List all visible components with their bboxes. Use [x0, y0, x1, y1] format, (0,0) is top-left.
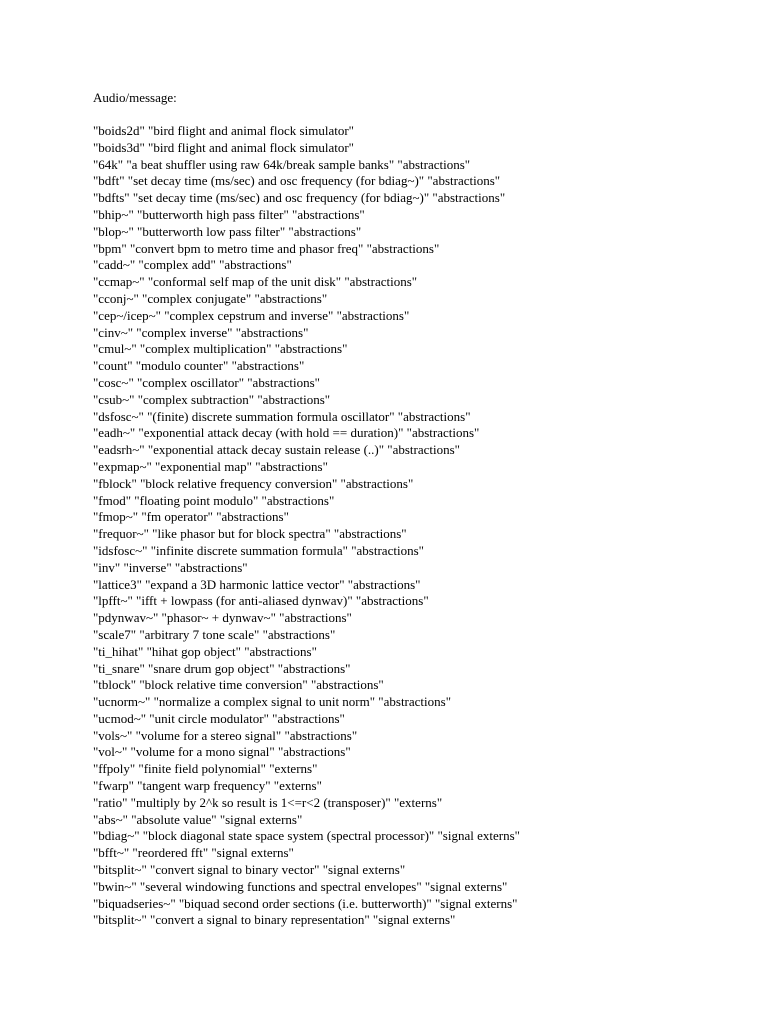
- document-page: [93, 89, 753, 929]
- object-entry: "abs~" "absolute value" "signal externs": [93, 811, 303, 827]
- object-entry: "csub~" "complex subtraction" "abstractions": [93, 391, 331, 407]
- object-entry: "cadd~" "complex add" "abstractions": [93, 257, 292, 273]
- object-entry: "frequor~" "like phasor but for block spectra" "abstractions": [93, 526, 407, 542]
- object-entry: "bdft" "set decay time (ms/sec) and osc frequency (for bdiag~)" "abstractions": [93, 173, 501, 189]
- object-entry: "ratio" "multiply by 2^k so result is 1<=r<2 (transposer)" "externs": [93, 794, 443, 810]
- object-entry: "ti_snare" "snare drum gop object" "abstractions": [93, 660, 351, 676]
- object-entry: "bfft~" "reordered fft" "signal externs": [93, 845, 294, 861]
- object-entry: "fblock" "block relative frequency conversion" "abstractions": [93, 475, 414, 491]
- object-entry: "bdiag~" "block diagonal state space system (spectral processor)" "signal externs": [93, 828, 520, 844]
- object-entry: "fmod" "floating point modulo" "abstractions": [93, 492, 335, 508]
- object-entry: "vol~" "volume for a mono signal" "abstractions": [93, 744, 351, 760]
- object-entry: "count" "modulo counter" "abstractions": [93, 358, 305, 374]
- object-entry: "blop~" "butterworth low pass filter" "abstractions": [93, 223, 362, 239]
- object-entry: "bhip~" "butterworth high pass filter" "abstractions": [93, 206, 365, 222]
- object-entry: "ccmap~" "conformal self map of the unit disk" "abstractions": [93, 274, 418, 290]
- object-entry: "boids3d" "bird flight and animal flock simulator": [93, 139, 354, 155]
- object-entry: "lattice3" "expand a 3D harmonic lattice vector" "abstractions": [93, 576, 421, 592]
- object-entry: "64k" "a beat shuffler using raw 64k/break sample banks" "abstractions": [93, 156, 471, 172]
- object-entry: "cep~/icep~" "complex cepstrum and inverse" "abstractions": [93, 307, 410, 323]
- object-entry: "fmop~" "fm operator" "abstractions": [93, 509, 289, 525]
- object-entry: "biquadseries~" "biquad second order sections (i.e. butterworth)" "signal externs": [93, 895, 518, 911]
- object-entry: "bpm" "convert bpm to metro time and phasor freq" "abstractions": [93, 240, 440, 256]
- object-entry: "tblock" "block relative time conversion" "abstractions": [93, 677, 384, 693]
- object-entry: "expmap~" "exponential map" "abstractions": [93, 458, 328, 474]
- object-entry: "bdfts" "set decay time (ms/sec) and osc frequency (for bdiag~)" "abstractions": [93, 190, 506, 206]
- object-entry: "ucmod~" "unit circle modulator" "abstractions": [93, 710, 345, 726]
- object-entry: "bwin~" "several windowing functions and spectral envelopes" "signal externs": [93, 878, 508, 894]
- object-entry: "scale7" "arbitrary 7 tone scale" "abstractions": [93, 626, 336, 642]
- object-entry: "idsfosc~" "infinite discrete summation formula" "abstractions": [93, 542, 424, 558]
- object-entry: "cinv~" "complex inverse" "abstractions": [93, 324, 309, 340]
- object-entry: "fwarp" "tangent warp frequency" "externs": [93, 778, 322, 794]
- object-entry: "eadsrh~" "exponential attack decay sustain release (..)" "abstractions": [93, 442, 460, 458]
- object-entry: "boids2d" "bird flight and animal flock simulator": [93, 123, 354, 138]
- object-entry: "bitsplit~" "convert a signal to binary representation" "signal externs": [93, 912, 456, 928]
- object-entry: "ffpoly" "finite field polynomial" "externs": [93, 761, 318, 777]
- object-entry: "ucnorm~" "normalize a complex signal to unit norm" "abstractions": [93, 694, 452, 710]
- object-entry: "eadh~" "exponential attack decay (with hold == duration)" "abstractions": [93, 425, 480, 441]
- object-entry: "vols~" "volume for a stereo signal" "abstractions": [93, 727, 358, 743]
- object-entry: "cmul~" "complex multiplication" "abstractions": [93, 341, 348, 357]
- object-entry: "cconj~" "complex conjugate" "abstractions": [93, 290, 328, 306]
- object-entry: "cosc~" "complex oscillator" "abstractions": [93, 374, 320, 390]
- object-entry: "bitsplit~" "convert signal to binary vector" "signal externs": [93, 862, 406, 878]
- object-list: [93, 123, 753, 929]
- object-entry: "lpfft~" "ifft + lowpass (for anti-aliased dynwav)" "abstractions": [93, 593, 429, 609]
- document-heading: Audio/message:: [93, 90, 177, 105]
- object-entry: "dsfosc~" "(finite) discrete summation formula oscillator" "abstractions": [93, 408, 471, 424]
- object-entry: "pdynwav~" "phasor~ + dynwav~" "abstractions": [93, 610, 352, 626]
- object-entry: "ti_hihat" "hihat gop object" "abstractions": [93, 643, 317, 659]
- object-entry: "inv" "inverse" "abstractions": [93, 559, 248, 575]
